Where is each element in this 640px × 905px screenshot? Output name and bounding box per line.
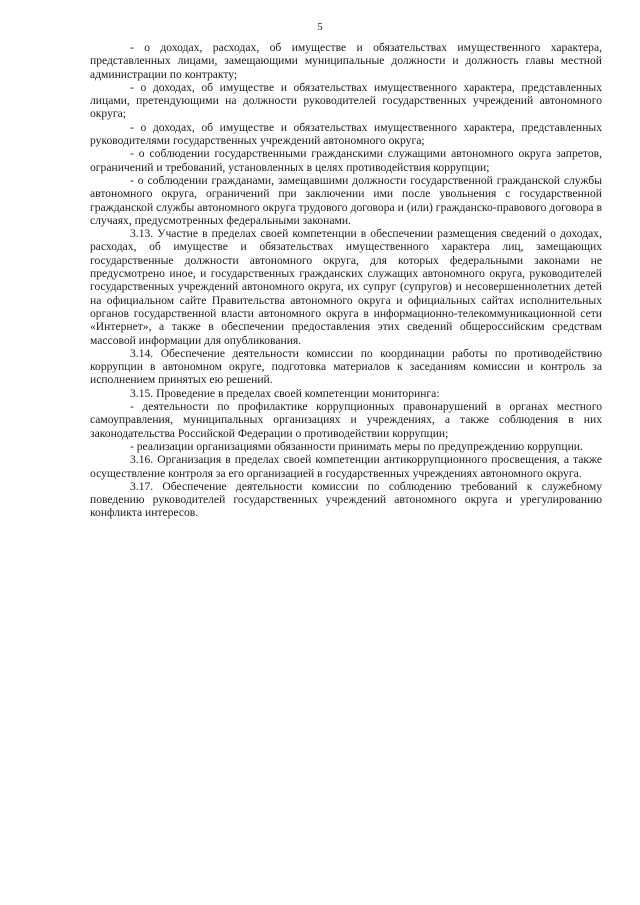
paragraph: - о доходах, об имуществе и обязательствах имущественного характера, представленных руководителями государственных учреждений автономного округа; — [90, 120, 602, 148]
paragraph-3-14: 3.14. Обеспечение деятельности комиссии по координации работы по противодействию коррупции в автономном округе, подготовка материалов к заседаниям комиссии и контроль за исполнением принятых ею решений. — [90, 346, 602, 387]
paragraph: - о соблюдении гражданами, замещавшими должности государственной гражданской службы автономного округа, ограничений при заключении ими после увольнения с государственной гражданской службы автономного округа трудового договора и (или) гражданско-правового договора в случаях, предусмотренных федеральными законами. — [90, 173, 602, 227]
paragraph: - о соблюдении государственными гражданскими служащими автономного округа запретов, ограничений и требований, установленных в целях противодействия коррупции; — [90, 147, 602, 174]
paragraph-3-17: 3.17. Обеспечение деятельности комиссии по соблюдению требований к служебному поведению руководителей государственных учреждений автономного округа и урегулированию конфликта интересов. — [90, 479, 602, 520]
paragraph-3-15: 3.15. Проведение в пределах своей компетенции мониторинга: — [130, 386, 440, 400]
paragraph-3-13: 3.13. Участие в пределах своей компетенции в обеспечении размещения сведений о доходах, расходах, об имуществе и обязательствах имущественного характера лиц, замещающих государственные должности автономного округа, для которых федеральными законами не предусмотрено иное, и государственных гражданских служащих автономного округа, руководителей государственных учреждений автономного округа, их супруг (супругов) и несовершеннолетних детей на официальном сайте Правительства автономного округа и официальных сайтах исполнительных органов государственной власти автономного округа в информационно-телекоммуникационной сети «Интернет», а также в обеспечении предоставления этих сведений общероссийским средствам массовой информации для опубликования. — [90, 227, 602, 347]
page-number: 5 — [317, 22, 323, 33]
paragraph: - о доходах, расходах, об имуществе и обязательствах имущественного характера, представленных лицами, замещающими муниципальные должности и должность главы местной администрации по контракту; — [90, 41, 602, 81]
paragraph-3-16: 3.16. Организация в пределах своей компетенции антикоррупционного просвещения, а также осуществление контроля за его организацией в государственных учреждениях автономного округа. — [90, 453, 602, 480]
paragraph: - реализации организациями обязанности принимать меры по предупреждению коррупции. — [130, 439, 583, 453]
paragraph: - о доходах, об имуществе и обязательствах имущественного характера, представленных лицами, претендующими на должности руководителей государственных учреждений автономного округа; — [90, 80, 602, 121]
paragraph: - деятельности по профилактике коррупционных правонарушений в органах местного самоуправления, муниципальных организациях и учреждениях, а также соблюдения в них законодательства Российской Федерации о противодействии коррупции; — [90, 400, 602, 440]
document-body — [90, 41, 602, 520]
